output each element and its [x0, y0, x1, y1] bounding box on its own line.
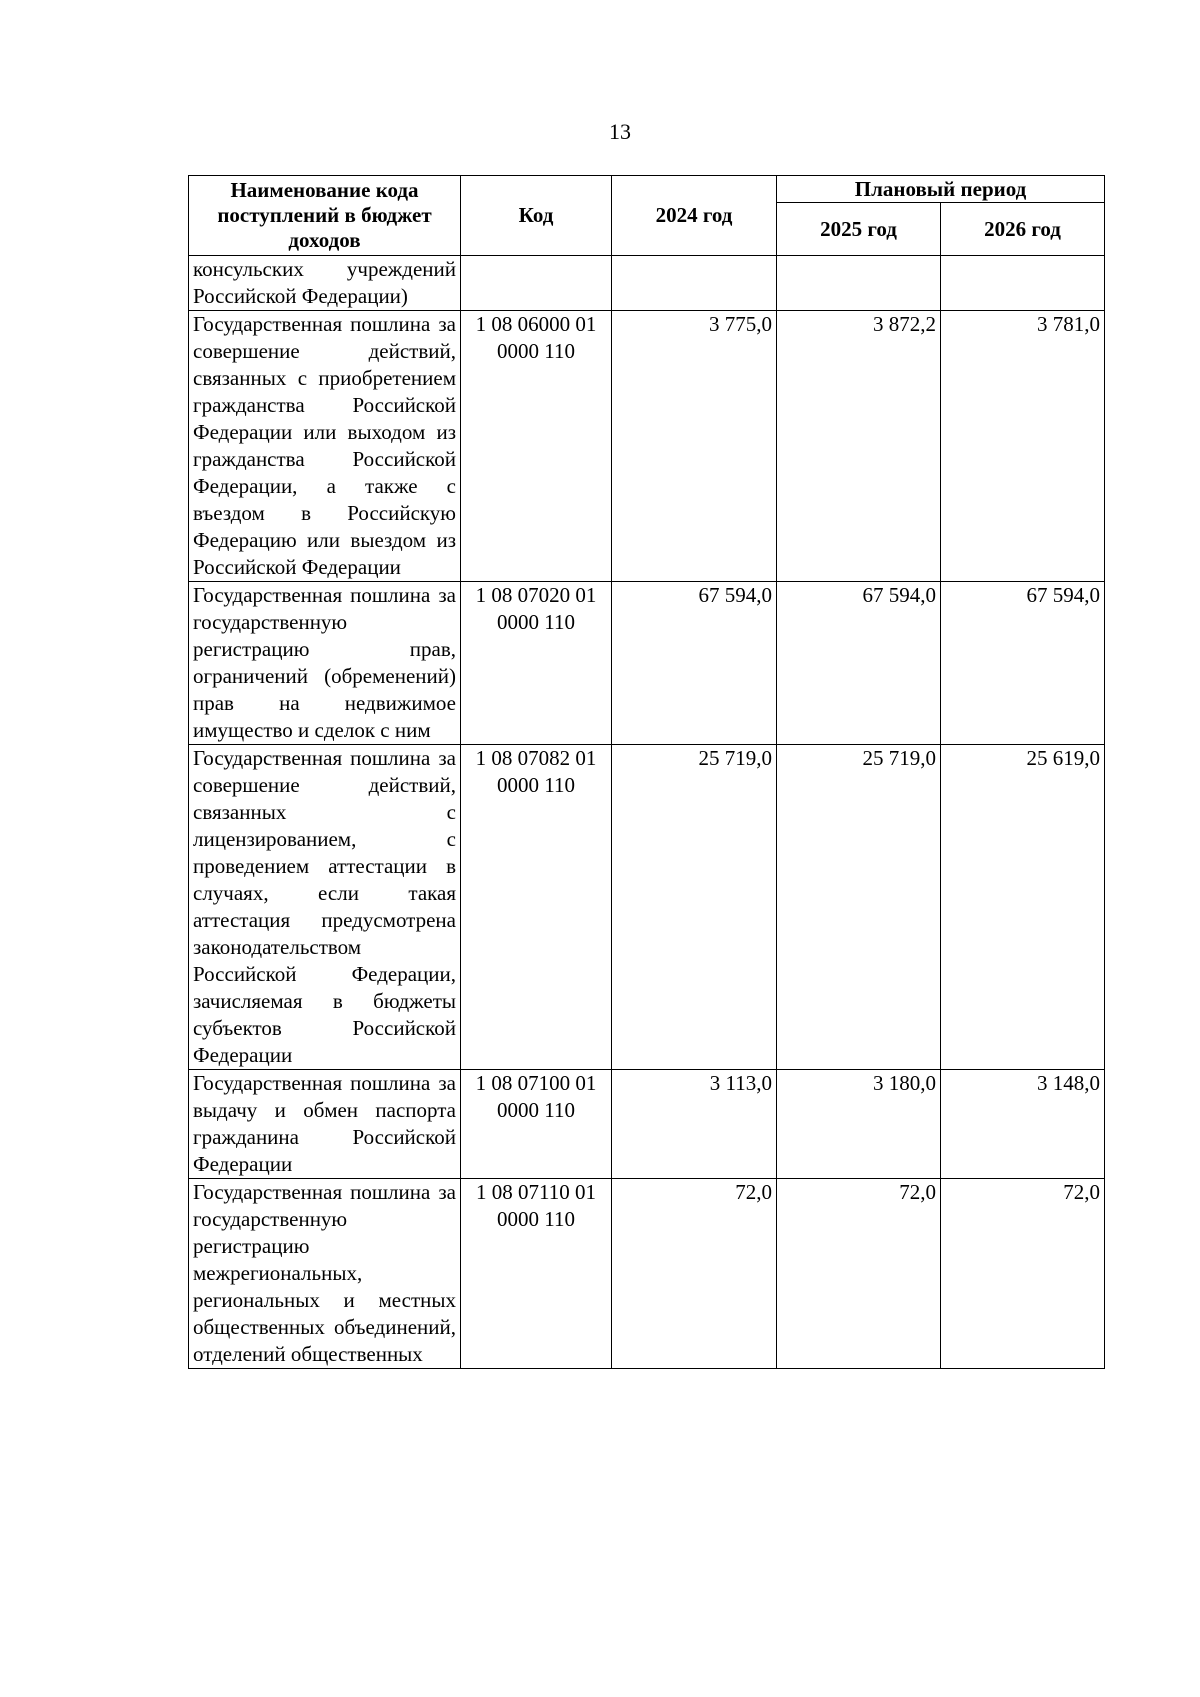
- value-2026-cell: [941, 256, 1105, 311]
- revenue-name-cell: Государственная пошлина за государственную регистрацию прав, ограничений (обременений) прав на недвижимое имущество и сделок с ним: [189, 582, 461, 745]
- value-2024-cell: 67 594,0: [612, 582, 777, 745]
- header-row-1: [189, 176, 1105, 203]
- value-2024-cell: 3 113,0: [612, 1070, 777, 1179]
- value-2026-cell: 3 781,0: [941, 311, 1105, 582]
- revenue-code-cell: 1 08 06000 01 0000 110: [461, 311, 612, 582]
- page-number: 13: [609, 119, 631, 144]
- revenue-name-cell: Государственная пошлина за совершение действий, связанных с лицензированием, с проведением аттестации в случаях, если такая аттестация предусмотрена законодательством Российской Федерации, зачисляемая в бюджеты субъектов Российской Федерации: [189, 745, 461, 1070]
- revenue-code-cell: 1 08 07110 01 0000 110: [461, 1179, 612, 1369]
- table-row: [189, 311, 1105, 582]
- value-2024-cell: 3 775,0: [612, 311, 777, 582]
- value-2025-cell: [777, 256, 941, 311]
- revenue-table: [188, 175, 1105, 1369]
- value-2024-cell: 25 719,0: [612, 745, 777, 1070]
- value-2024-cell: 72,0: [612, 1179, 777, 1369]
- table-row: [189, 1070, 1105, 1179]
- revenue-code-cell: 1 08 07020 01 0000 110: [461, 582, 612, 745]
- revenue-code-cell: 1 08 07082 01 0000 110: [461, 745, 612, 1070]
- revenue-name-cell: Государственная пошлина за выдачу и обмен паспорта гражданина Российской Федерации: [189, 1070, 461, 1179]
- value-2026-cell: 3 148,0: [941, 1070, 1105, 1179]
- revenue-code-cell: 1 08 07100 01 0000 110: [461, 1070, 612, 1179]
- value-2025-cell: 72,0: [777, 1179, 941, 1369]
- revenue-name-cell: Государственная пошлина за государственную регистрацию межрегиональных, региональных и местных общественных объединений, отделений общественных: [189, 1179, 461, 1369]
- value-2025-cell: 3 872,2: [777, 311, 941, 582]
- table-row: [189, 256, 1105, 311]
- header-planned-period: Плановый период: [777, 176, 1105, 203]
- header-name: Наименование кода поступлений в бюджет доходов: [189, 176, 461, 256]
- table-row: [189, 1179, 1105, 1369]
- header-year-2024: 2024 год: [612, 176, 777, 256]
- header-year-2026: 2026 год: [941, 203, 1105, 256]
- header-code: Код: [461, 176, 612, 256]
- value-2024-cell: [612, 256, 777, 311]
- revenue-code-cell: [461, 256, 612, 311]
- value-2025-cell: 67 594,0: [777, 582, 941, 745]
- revenue-name-cell: консульских учреждений Российской Федерации): [189, 256, 461, 311]
- table-row: [189, 582, 1105, 745]
- revenue-name-cell: Государственная пошлина за совершение действий, связанных с приобретением гражданства Российской Федерации или выходом из гражданства Российской Федерации, а также с въездом в Российскую Федерацию или выездом из Российской Федерации: [189, 311, 461, 582]
- value-2025-cell: 3 180,0: [777, 1070, 941, 1179]
- value-2025-cell: 25 719,0: [777, 745, 941, 1070]
- value-2026-cell: 72,0: [941, 1179, 1105, 1369]
- header-year-2025: 2025 год: [777, 203, 941, 256]
- table-row: [189, 745, 1105, 1070]
- value-2026-cell: 67 594,0: [941, 582, 1105, 745]
- value-2026-cell: 25 619,0: [941, 745, 1105, 1070]
